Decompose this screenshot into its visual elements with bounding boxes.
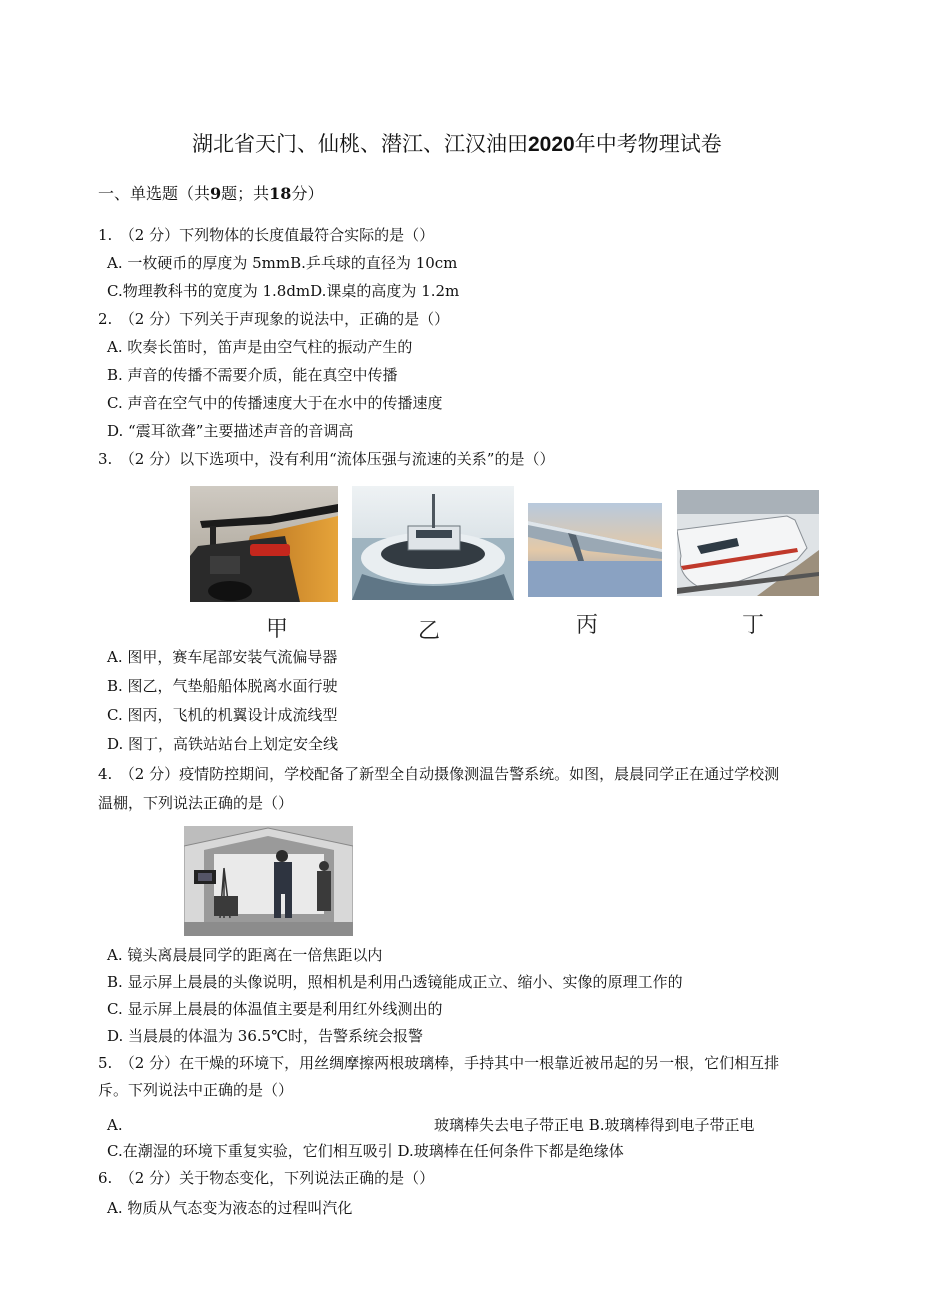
section-header xyxy=(98,184,323,204)
section-points: 18 xyxy=(269,184,292,203)
q5-options-row2: C.在潮湿的环境下重复实验，它们相互吸引 D.玻璃棒在任何条件下都是绝缘体 xyxy=(107,1142,624,1160)
q4-option-c: C. 显示屏上晨晨的体温值主要是利用红外线测出的 xyxy=(107,1000,443,1018)
q1-options-row1: A. 一枚硬币的厚度为 5mmB.乒乓球的直径为 10cm xyxy=(107,254,458,272)
q4-stem-line2: 温棚，下列说法正确的是（） xyxy=(98,794,294,812)
q3-option-d: D. 图丁，高铁站站台上划定安全线 xyxy=(107,735,339,753)
temperature-tent-image xyxy=(184,826,353,936)
caption-jia: 甲 xyxy=(266,617,289,642)
q2-option-b: B. 声音的传播不需要介质，能在真空中传播 xyxy=(107,366,398,384)
q3-stem: 3. （2 分）以下选项中，没有利用“流体压强与流速的关系”的是（） xyxy=(98,450,555,468)
q2-stem: 2. （2 分）下列关于声现象的说法中，正确的是（） xyxy=(98,310,450,328)
q5-options-row1: 玻璃棒失去电子带正电 B.玻璃棒得到电子带正电 xyxy=(434,1116,755,1134)
q3-option-c: C. 图丙，飞机的机翼设计成流线型 xyxy=(107,706,338,724)
q5-option-a-label: A. xyxy=(107,1116,123,1134)
q6-option-a: A. 物质从气态变为液态的过程叫汽化 xyxy=(107,1199,353,1217)
title-text-post: 年中考物理试卷 xyxy=(574,132,722,156)
high-speed-train-image xyxy=(677,490,819,596)
race-car-spoiler-image xyxy=(190,486,338,602)
page-title xyxy=(192,130,722,159)
q3-option-a: A. 图甲，赛车尾部安装气流偏导器 xyxy=(107,648,338,666)
q1-options-row2: C.物理教科书的宽度为 1.8dmD.课桌的高度为 1.2m xyxy=(107,282,460,300)
q2-option-d: D. “震耳欲聋”主要描述声音的音调高 xyxy=(107,422,354,440)
section-count: 9 xyxy=(210,184,222,203)
caption-yi: 乙 xyxy=(418,619,441,644)
q4-option-b: B. 显示屏上晨晨的头像说明，照相机是利用凸透镜能成正立、缩小、实像的原理工作的 xyxy=(107,973,683,991)
title-text-pre: 湖北省天门、仙桃、潜江、江汉油田 xyxy=(192,132,528,156)
q5-stem-line2: 斥。下列说法中正确的是（） xyxy=(98,1081,294,1099)
q2-option-a: A. 吹奏长笛时，笛声是由空气柱的振动产生的 xyxy=(107,338,413,356)
section-mid: 题；共 xyxy=(221,184,270,203)
q1-stem: 1. （2 分）下列物体的长度值最符合实际的是（） xyxy=(98,226,435,244)
q4-stem-line1: 4. （2 分）疫情防控期间，学校配备了新型全自动摄像测温告警系统。如图，晨晨同学正在通过学校测 xyxy=(98,765,780,783)
q3-option-b: B. 图乙，气垫船船体脱离水面行驶 xyxy=(107,677,338,695)
q5-stem-line1: 5. （2 分）在干燥的环境下，用丝绸摩擦两根玻璃棒，手持其中一根靠近被吊起的另一根，它们相互排 xyxy=(98,1054,780,1072)
airplane-wing-image xyxy=(528,503,662,597)
section-post: 分） xyxy=(291,184,324,203)
hovercraft-image xyxy=(352,486,514,600)
caption-ding: 丁 xyxy=(742,613,765,638)
q4-option-a: A. 镜头离晨晨同学的距离在一倍焦距以内 xyxy=(107,946,383,964)
section-pre: 一、单选题（共 xyxy=(98,184,211,203)
q2-option-c: C. 声音在空气中的传播速度大于在水中的传播速度 xyxy=(107,394,443,412)
q4-option-d: D. 当晨晨的体温为 36.5℃时，告警系统会报警 xyxy=(107,1027,423,1045)
q6-stem: 6. （2 分）关于物态变化，下列说法正确的是（） xyxy=(98,1169,435,1187)
caption-bing: 丙 xyxy=(576,613,599,638)
title-year: 2020 xyxy=(528,133,575,156)
